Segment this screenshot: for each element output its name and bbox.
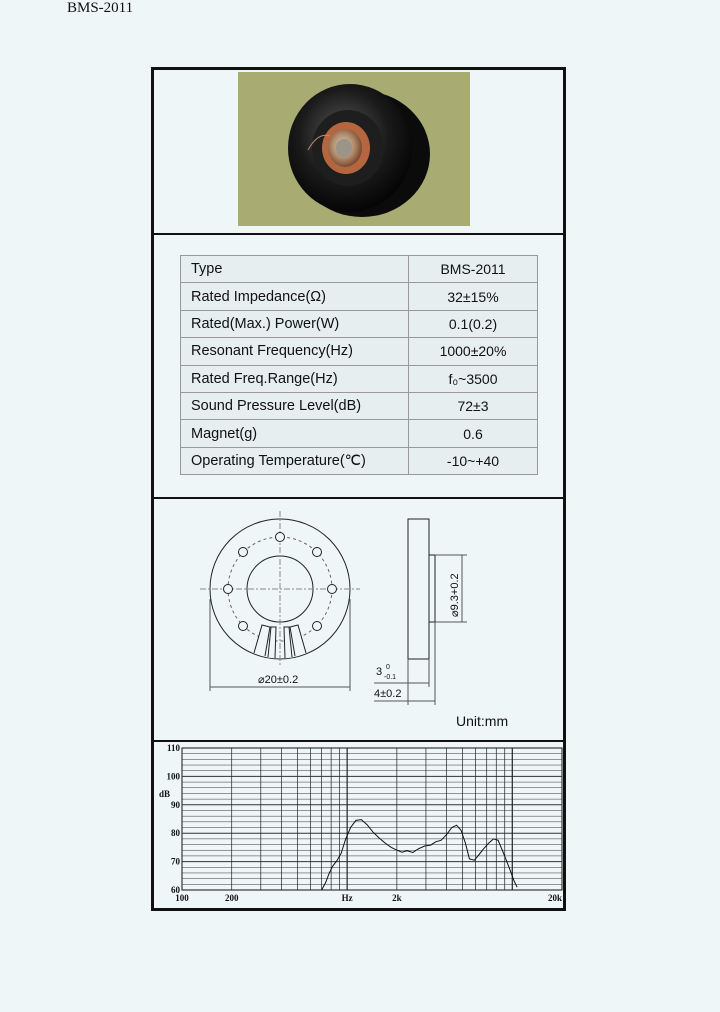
y-tick-labels <box>167 743 181 895</box>
spec-key: Magnet(g) <box>181 420 409 447</box>
table-row <box>181 420 538 447</box>
spec-value: BMS-2011 <box>409 256 538 283</box>
y-tick-label: 110 <box>166 743 180 753</box>
chart-section <box>154 740 563 908</box>
spec-key: Rated(Max.) Power(W) <box>181 310 409 337</box>
spec-value: -10~+40 <box>409 447 538 474</box>
spec-key: Type <box>181 256 409 283</box>
y-axis-label: dB <box>159 789 171 799</box>
frequency-response-chart <box>154 742 563 908</box>
speaker-photo <box>238 72 470 226</box>
y-tick-label: 70 <box>171 856 180 867</box>
y-tick-label: 90 <box>171 799 180 810</box>
x-tick-labels <box>175 893 562 903</box>
document-code: BMS-2011 <box>67 0 134 16</box>
y-tick-label: 80 <box>171 828 180 839</box>
dimension-drawing <box>154 499 563 740</box>
x-tick-label: 20k <box>547 893 562 903</box>
units-label: Unit:mm <box>456 713 509 729</box>
drawing-section <box>154 497 563 740</box>
depth-b-label: 4±0.2 <box>374 688 402 700</box>
spec-value: 72±3 <box>409 392 538 419</box>
x-tick-label: Hz <box>341 893 353 903</box>
x-tick-label: 200 <box>224 893 239 903</box>
spec-key: Sound Pressure Level(dB) <box>181 392 409 419</box>
table-row <box>181 447 538 474</box>
photo-section <box>154 70 563 233</box>
table-row <box>181 338 538 365</box>
spec-key: Rated Freq.Range(Hz) <box>181 365 409 392</box>
table-row <box>181 392 538 419</box>
x-tick-label: 2k <box>392 893 402 903</box>
spec-value: f₀~3500 <box>409 365 538 392</box>
spec-value: 1000±20% <box>409 338 538 365</box>
diameter-label: ⌀20±0.2 <box>258 674 299 686</box>
spec-section <box>154 233 563 497</box>
depth-a-lower-tolerance: -0.1 <box>384 674 397 681</box>
spec-key: Rated Impedance(Ω) <box>181 283 409 310</box>
side-diameter-label: ⌀9.3+0.2 <box>449 573 461 617</box>
datasheet-frame <box>151 67 566 911</box>
spec-value: 0.6 <box>409 420 538 447</box>
y-tick-label: 60 <box>171 885 180 895</box>
depth-a-label: 3 <box>376 666 383 678</box>
table-row <box>181 256 538 283</box>
speaker-illustration <box>238 72 470 226</box>
spec-key: Resonant Frequency(Hz) <box>181 338 409 365</box>
y-tick-label: 100 <box>166 771 180 782</box>
depth-a-upper-tolerance: 0 <box>386 664 390 671</box>
spec-table <box>180 255 538 475</box>
response-curve <box>322 820 517 890</box>
spec-key: Operating Temperature(℃) <box>181 447 409 474</box>
x-tick-label: 100 <box>175 893 189 903</box>
table-row <box>181 283 538 310</box>
chart-grid <box>182 748 562 890</box>
spec-value: 0.1(0.2) <box>409 310 538 337</box>
spec-value: 32±15% <box>409 283 538 310</box>
table-row <box>181 365 538 392</box>
table-row <box>181 310 538 337</box>
